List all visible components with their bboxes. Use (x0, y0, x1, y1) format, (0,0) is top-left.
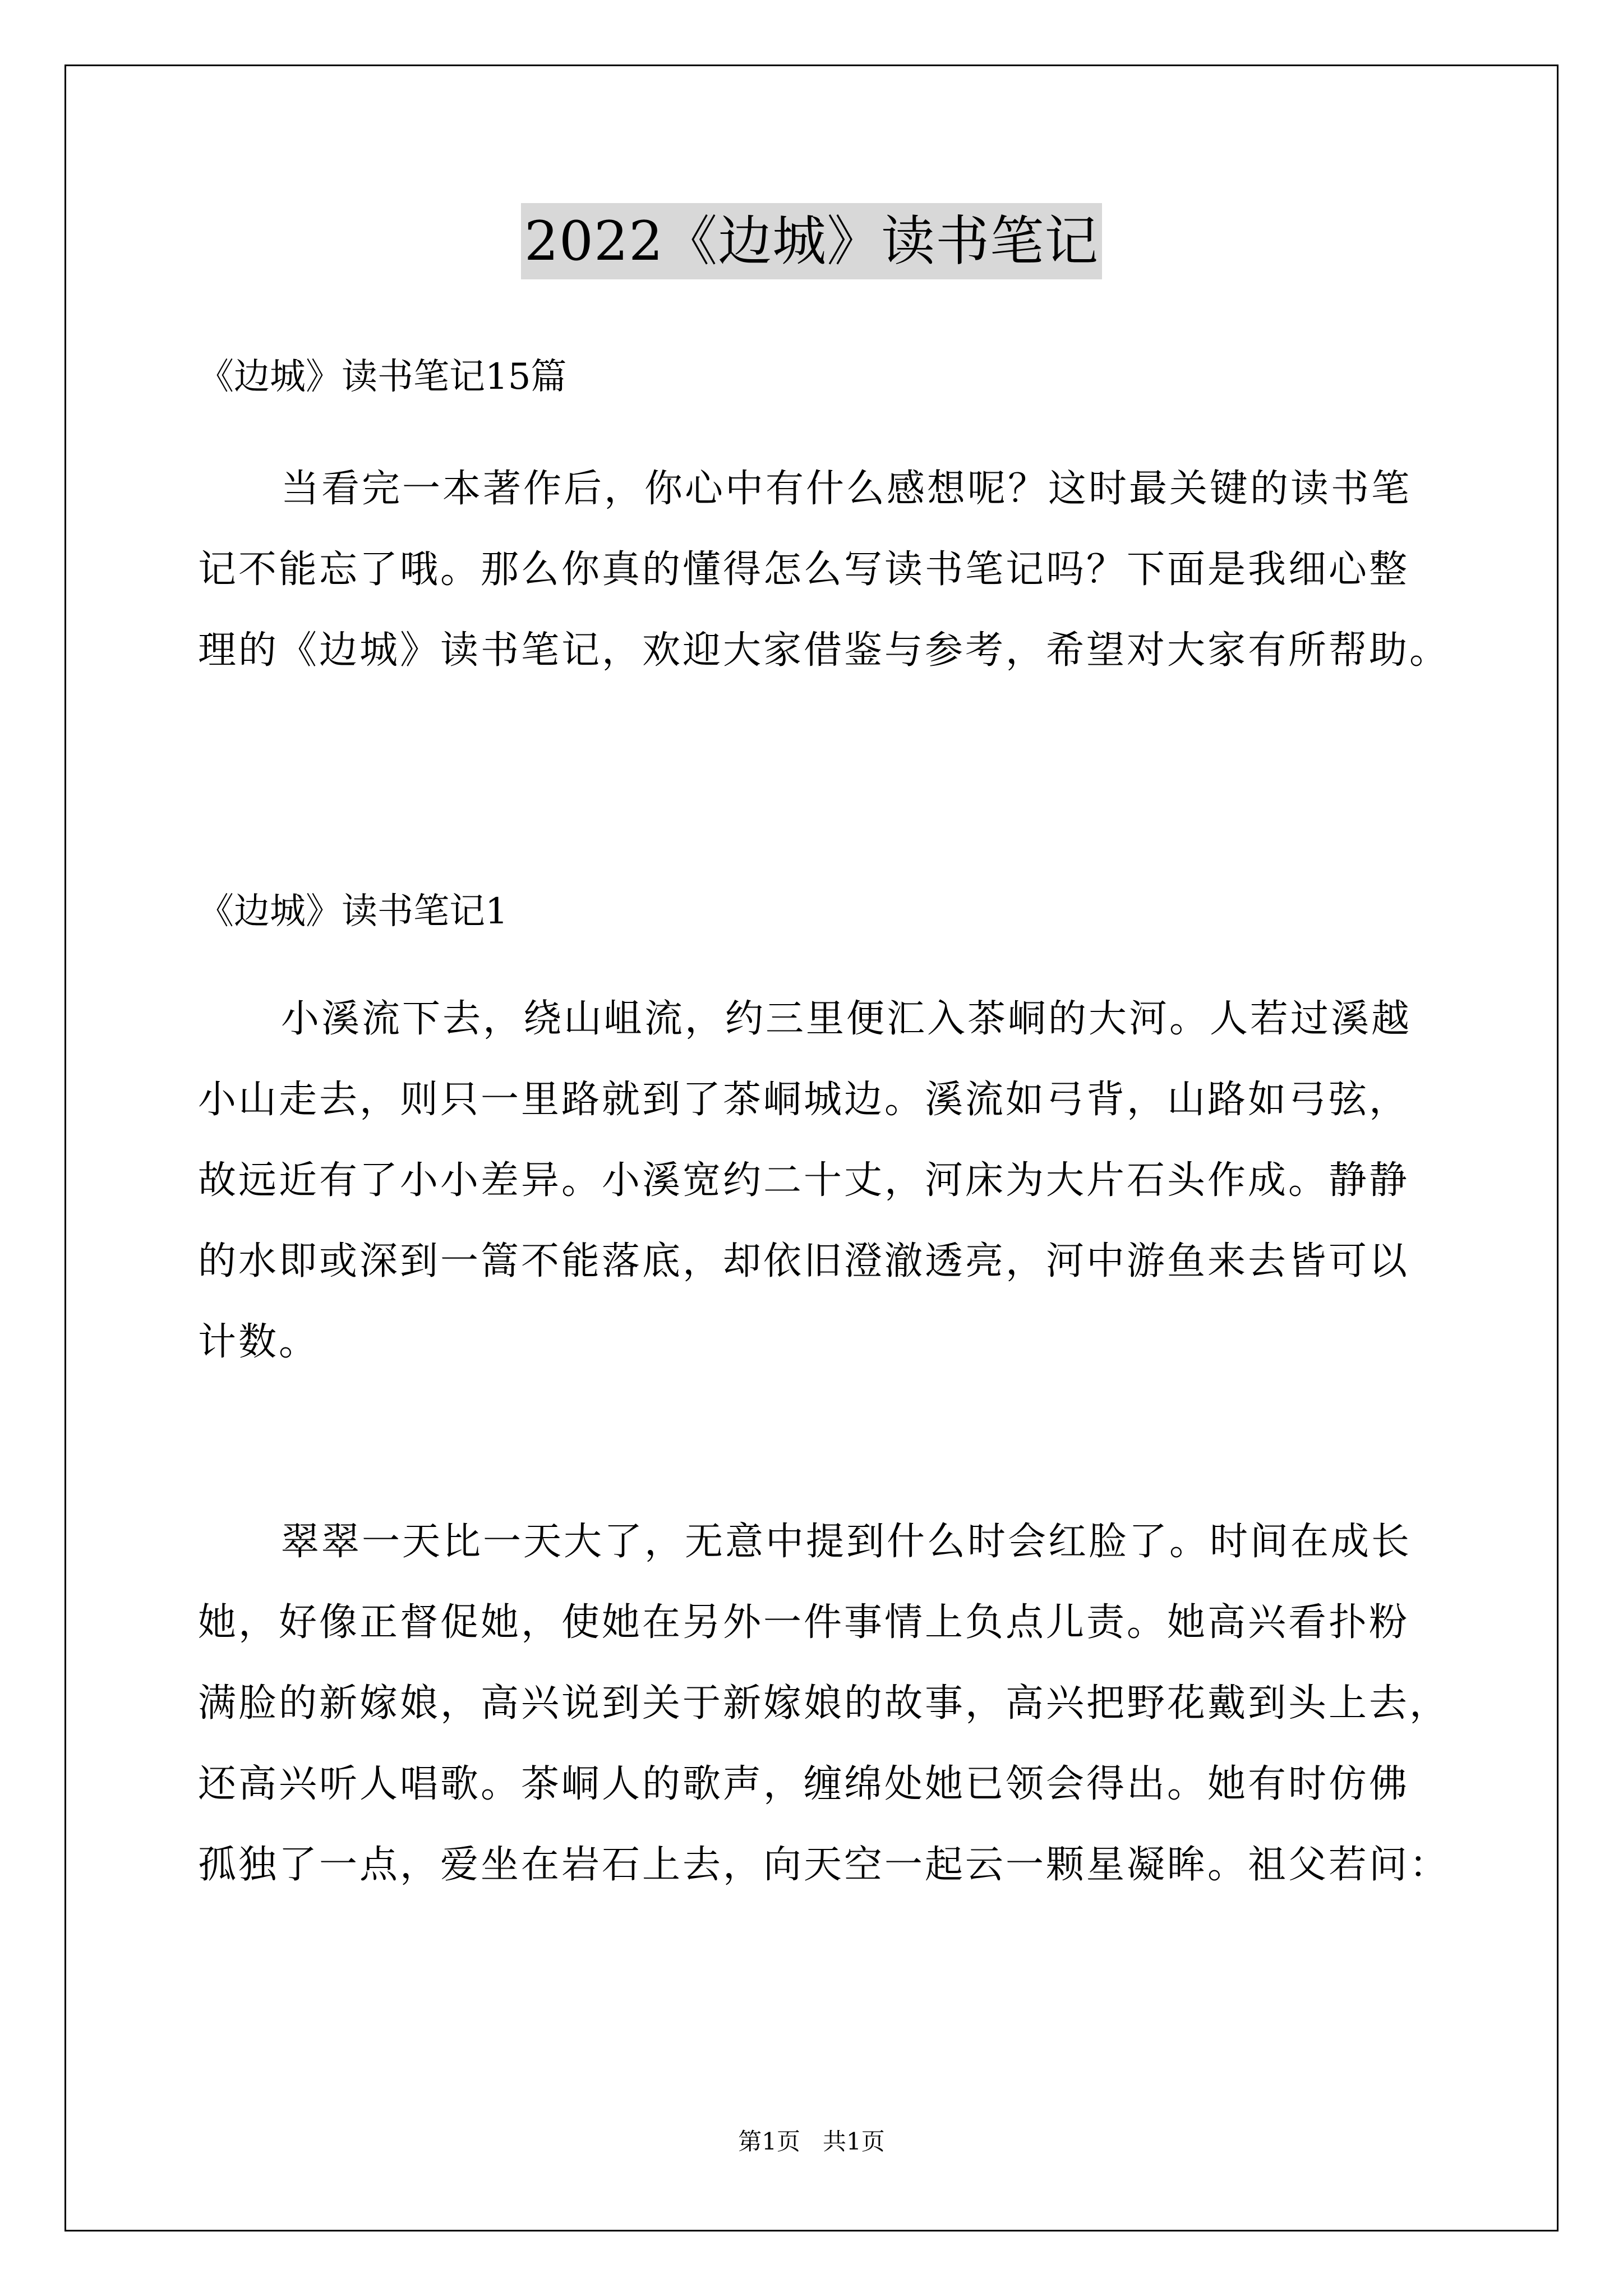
paragraph-line: 计数。 (198, 1320, 320, 1364)
section-heading: 《边城》读书笔记1 (198, 891, 508, 932)
body-paragraph-1 (198, 979, 1437, 1383)
paragraph-line: 还高兴听人唱歌。茶峒人的歌声，缠绵处她已领会得出。她有时仿佛 (198, 1762, 1410, 1806)
paragraph-line: 故远近有了小小差异。小溪宽约二十丈，河床为大片石头作成。静静 (198, 1158, 1410, 1203)
paragraph-line: 小溪流下去，绕山岨流，约三里便汇入茶峒的大河。人若过溪越 (281, 997, 1412, 1041)
intro-paragraph (198, 449, 1450, 691)
paragraph-line: 她，好像正督促她，使她在另外一件事情上负点儿责。她高兴看扑粉 (198, 1600, 1410, 1645)
paragraph-line: 理的《边城》读书笔记，欢迎大家借鉴与参考，希望对大家有所帮助。 (198, 628, 1450, 673)
document-title: 2022《边城》读书笔记 (521, 203, 1102, 279)
paragraph-line: 孤独了一点，爱坐在岩石上去，向天空一起云一颗星凝眸。祖父若问： (198, 1843, 1450, 1887)
paragraph-line: 小山走去，则只一里路就到了茶峒城边。溪流如弓背，山路如弓弦， (198, 1078, 1410, 1122)
title-container (0, 203, 1623, 279)
paragraph-line: 记不能忘了哦。那么你真的懂得怎么写读书笔记吗？下面是我细心整 (198, 547, 1410, 592)
body-paragraph-2 (198, 1502, 1450, 1906)
paragraph-line: 的水即或深到一篙不能落底，却依旧澄澈透亮，河中游鱼来去皆可以 (198, 1239, 1410, 1283)
document-subtitle: 《边城》读书笔记15篇 (198, 356, 567, 398)
page-footer: 第1页 共1页 (738, 2128, 885, 2155)
paragraph-line: 翠翠一天比一天大了，无意中提到什么时会红脸了。时间在成长 (281, 1520, 1412, 1564)
paragraph-line: 当看完一本著作后，你心中有什么感想呢？这时最关键的读书笔 (281, 467, 1412, 511)
paragraph-line: 满脸的新嫁娘，高兴说到关于新嫁娘的故事，高兴把野花戴到头上去， (198, 1681, 1450, 1726)
